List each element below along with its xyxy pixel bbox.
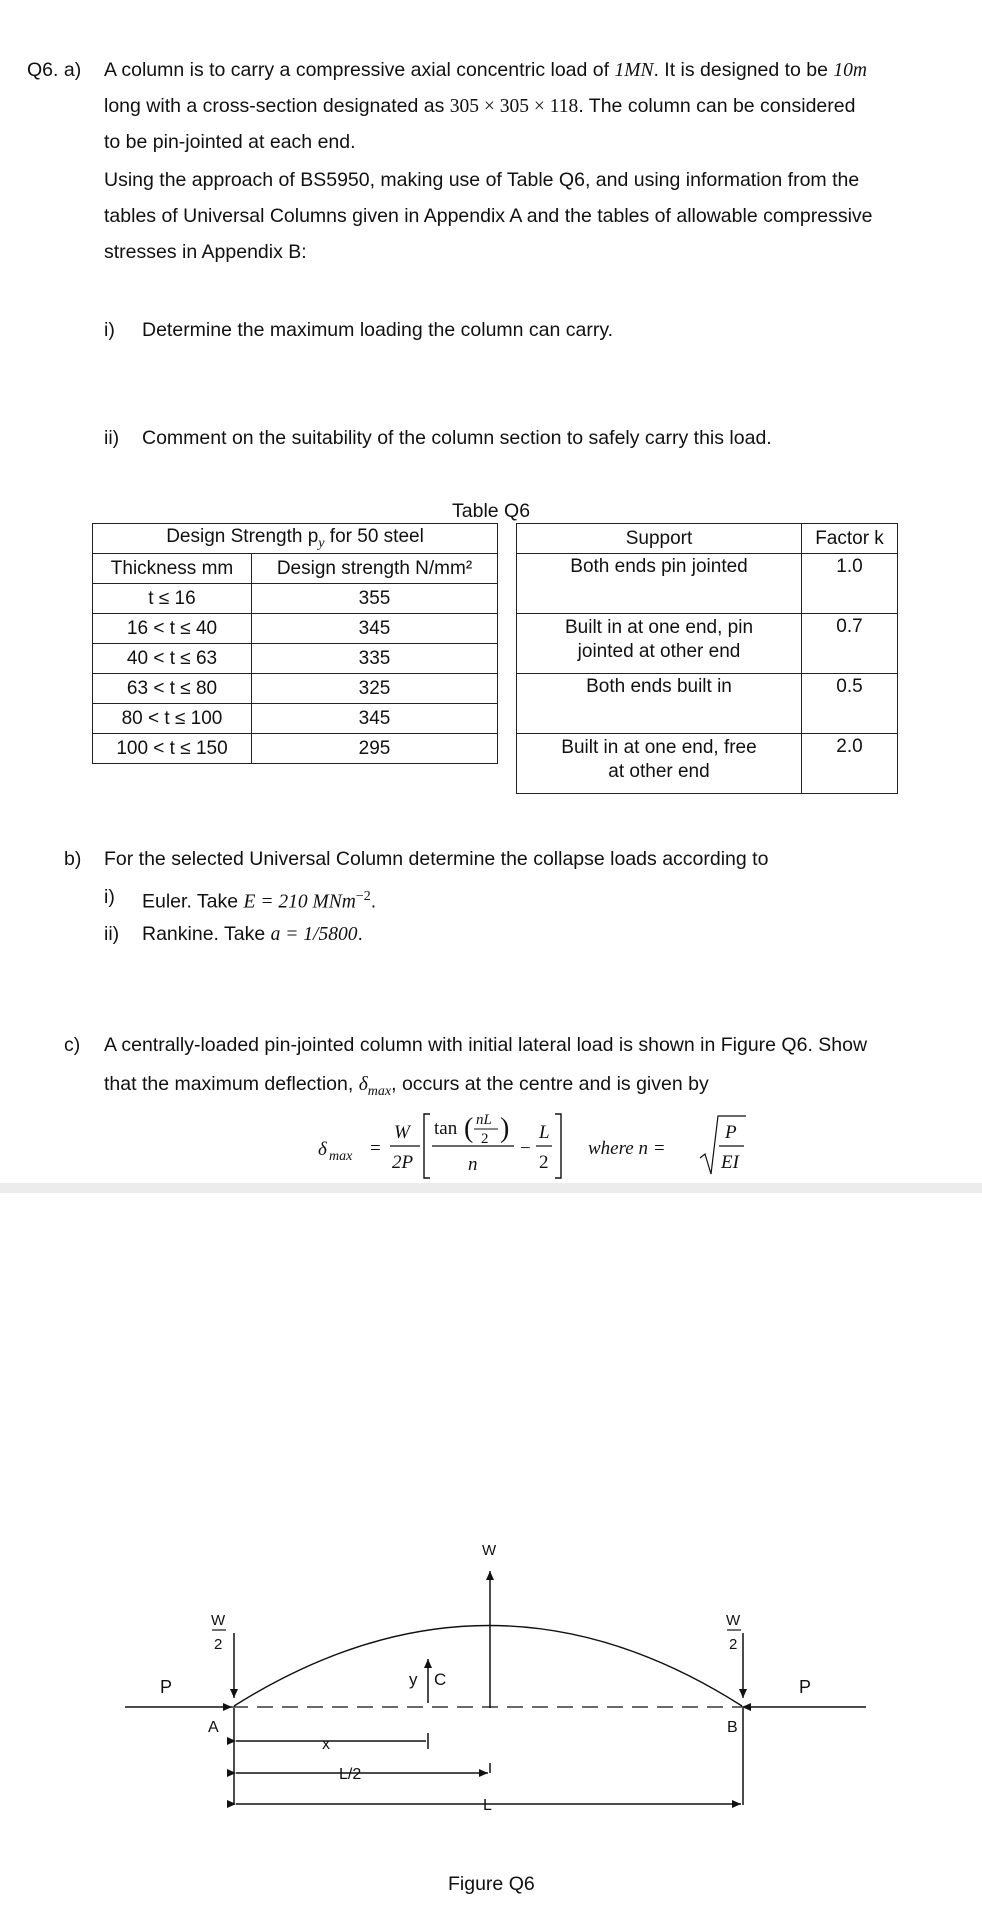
design-strength-header: Design strength N/mm² xyxy=(252,554,498,584)
q6b-i-text: Euler. Take E = 210 MNm$^{-2}$. xyxy=(142,889,377,913)
max-deflection-formula xyxy=(300,1100,780,1190)
table-row-thickness: 16 < t ≤ 40 xyxy=(93,614,252,644)
support-cell: Built in at one end, pin jointed at other end xyxy=(517,614,802,674)
delta-symbol: δ xyxy=(318,1139,327,1160)
right-paren: ) xyxy=(500,1113,510,1144)
table-row-strength: 345 xyxy=(252,614,498,644)
support-a-label: A xyxy=(208,1719,219,1736)
q6a-label: Q6. a) xyxy=(27,59,82,81)
dimension-x-label: x xyxy=(322,1736,330,1753)
q6a-ii-label: ii) xyxy=(104,427,120,449)
table-row-strength: 345 xyxy=(252,704,498,734)
q6a-line-2: long with a cross-section designated as 305 × 305 × 118. The column can be considered xyxy=(104,95,856,117)
table-row-thickness: t ≤ 16 xyxy=(93,584,252,614)
q6b-i-label: i) xyxy=(104,886,115,908)
factor-cell: 0.7 xyxy=(802,614,898,674)
q6b-text: For the selected Universal Column determine the collapse loads according to xyxy=(104,848,769,870)
nl-numerator: nL xyxy=(476,1112,492,1128)
reaction-w-left: W xyxy=(211,1612,226,1629)
thickness-header: Thickness mm xyxy=(93,554,252,584)
q6c-label: c) xyxy=(64,1034,81,1056)
ei-denominator: EI xyxy=(721,1152,739,1173)
minus-sign: − xyxy=(520,1138,531,1159)
figure-caption: Figure Q6 xyxy=(448,1873,535,1895)
equals-sign: = xyxy=(370,1138,381,1159)
page-separator xyxy=(0,1183,982,1193)
p-numerator: P xyxy=(725,1122,737,1143)
q6a-line-3: to be pin-jointed at each end. xyxy=(104,131,356,153)
support-b-label: B xyxy=(727,1719,738,1736)
n-denominator: n xyxy=(468,1154,478,1175)
q6c-line-2: that the maximum deflection, $\delta_{max}$, occurs at the centre and is given by xyxy=(104,1073,709,1099)
table-row-thickness: 80 < t ≤ 100 xyxy=(93,704,252,734)
q6a-i-text: Determine the maximum loading the column can carry. xyxy=(142,319,614,341)
table-row-thickness: 63 < t ≤ 80 xyxy=(93,674,252,704)
q6c-line-1: A centrally-loaded pin-jointed column with initial lateral load is shown in Figure Q6. Show xyxy=(104,1034,868,1056)
table-row-strength: 295 xyxy=(252,734,498,764)
left-bracket xyxy=(424,1114,430,1178)
support-cell: Both ends built in xyxy=(517,674,802,734)
two-denominator: 2 xyxy=(481,1131,489,1147)
two-l-denominator: 2 xyxy=(539,1152,549,1173)
load-w-label: W xyxy=(482,1542,497,1559)
reaction-half-left: 2 xyxy=(214,1636,223,1653)
factor-cell: 1.0 xyxy=(802,554,898,614)
table-row-strength: 355 xyxy=(252,584,498,614)
q6a-para2-line-3: stresses in Appendix B: xyxy=(104,241,307,263)
factor-cell: 2.0 xyxy=(802,734,898,794)
q6b-ii-label: ii) xyxy=(104,923,120,945)
deflected-column xyxy=(234,1626,742,1707)
load-p-left: P xyxy=(160,1677,173,1697)
table-caption: Table Q6 xyxy=(452,500,531,522)
q6a-ii-text: Comment on the suitability of the column section to safely carry this load. xyxy=(142,427,772,449)
support-factor-table xyxy=(516,523,898,794)
q6b-label: b) xyxy=(64,848,82,870)
where-clause: where n = xyxy=(588,1138,666,1159)
deflection-y-label: y xyxy=(409,1670,418,1689)
w-numerator: W xyxy=(394,1122,410,1143)
delta-subscript: max xyxy=(329,1149,353,1164)
table-row-strength: 325 xyxy=(252,674,498,704)
support-cell: Both ends pin jointed xyxy=(517,554,802,614)
dimension-l-label: L xyxy=(483,1797,492,1814)
q6b-ii-text: Rankine. Take a = 1/5800. xyxy=(142,923,363,945)
l-numerator: L xyxy=(539,1122,550,1143)
load-p-right: P xyxy=(799,1677,812,1697)
support-cell: Built in at one end, free at other end xyxy=(517,734,802,794)
tan-text: tan xyxy=(434,1118,458,1139)
centre-c-label: C xyxy=(434,1670,447,1689)
q6a-i-label: i) xyxy=(104,319,115,341)
q6a-line-1: A column is to carry a compressive axial concentric load of 1MN. It is designed to be 10m xyxy=(104,59,868,81)
table-row-strength: 335 xyxy=(252,644,498,674)
dimension-half-l-label: L/2 xyxy=(339,1766,362,1783)
q6a-para2-line-1: Using the approach of BS5950, making use of Table Q6, and using information from the xyxy=(104,169,860,191)
factor-cell: 0.5 xyxy=(802,674,898,734)
figure-q6 xyxy=(0,1193,982,1920)
table-row-thickness: 40 < t ≤ 63 xyxy=(93,644,252,674)
design-strength-table xyxy=(92,523,498,764)
reaction-w-right: W xyxy=(726,1612,741,1629)
design-strength-title: Design Strength $p_y$ for 50 steel xyxy=(93,524,498,554)
factor-k-header: Factor k xyxy=(802,524,898,554)
support-header: Support xyxy=(517,524,802,554)
two-p-denominator: 2P xyxy=(392,1152,414,1173)
q6a-para2-line-2: tables of Universal Columns given in Appendix A and the tables of allowable compressive xyxy=(104,205,873,227)
table-row-thickness: 100 < t ≤ 150 xyxy=(93,734,252,764)
left-paren: ( xyxy=(464,1113,474,1144)
right-bracket xyxy=(555,1114,561,1178)
reaction-half-right: 2 xyxy=(729,1636,738,1653)
